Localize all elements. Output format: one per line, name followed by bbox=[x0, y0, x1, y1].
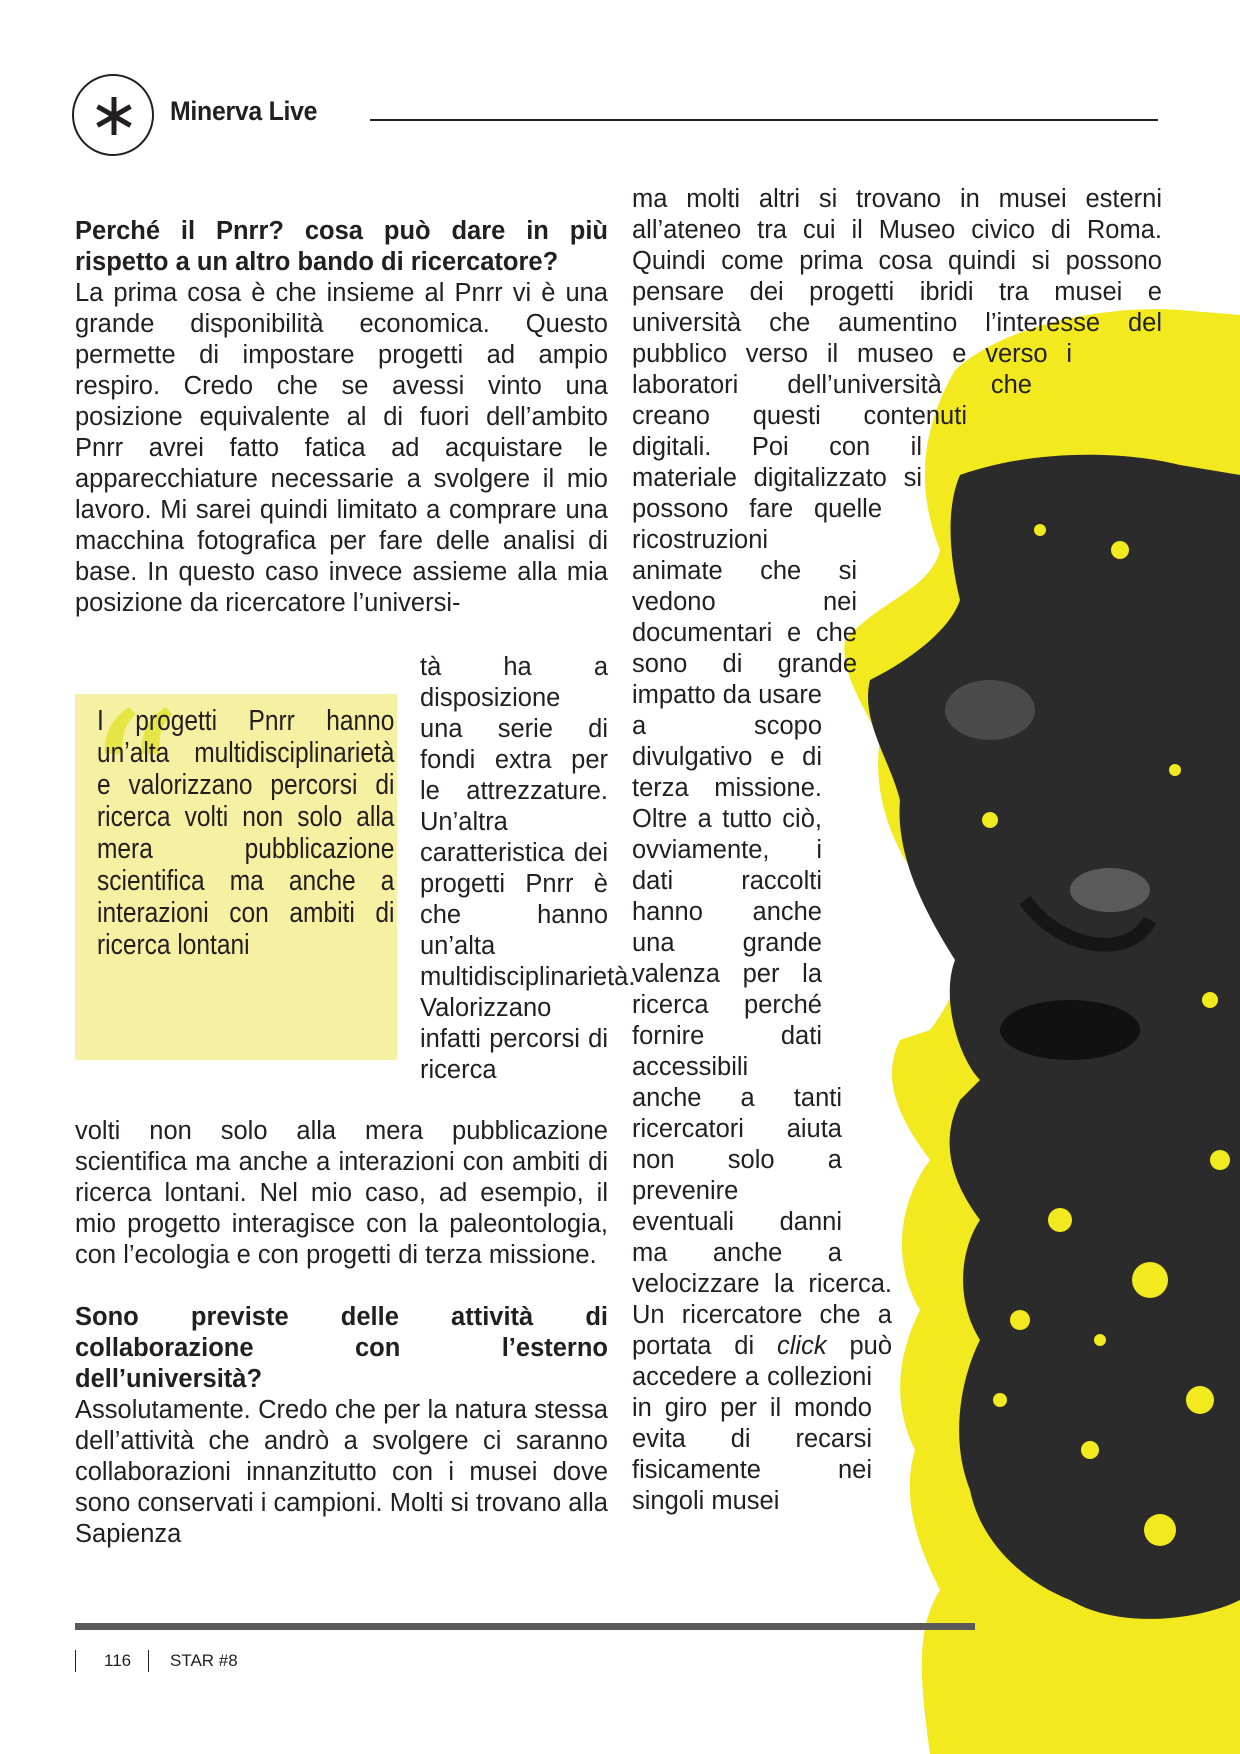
header-divider bbox=[370, 119, 1158, 121]
question-heading: Perché il Pnrr? cosa può dare in più rispetto a un altro bando di ricercatore? bbox=[75, 217, 608, 276]
answer-paragraph: La prima cosa è che insieme al Pnrr vi è una grande disponibilità economica. Questo permette di impostare progetti ad ampio respiro. Credo che se avessi vinto una posizione equivalente al di fuori dell’ambito Pnrr avrei fatto fatica ad acquistare le apparecchiature necessarie a svolgere il mio lavoro. Mi sarei quindi limitato a comprare una macchina fotografica per fare delle analisi di base. In questo caso invece assieme alla mia posizione da ricercatore l’universi- bbox=[75, 279, 608, 617]
question-heading: Sono previste delle attività di collaborazione con l’esterno dell’università? bbox=[75, 1303, 608, 1393]
quote-mark-icon: “ bbox=[85, 672, 183, 893]
answer-paragraph-continued: tà ha a disposizione una serie di fondi extra per le attrezzature. Un’altra caratteristica dei progetti Pnrr è che hanno un’alta multidisciplinarietà. Valorizzano infatti percorsi di ricerca bbox=[420, 653, 636, 1084]
magazine-issue: STAR #8 bbox=[170, 1651, 238, 1670]
article-column-right-text bbox=[632, 184, 1162, 1691]
emphasis-word: click bbox=[776, 1332, 827, 1360]
pull-quote bbox=[75, 672, 397, 1060]
footer-separator bbox=[148, 1650, 149, 1672]
pull-quote-text: I progetti Pnrr hanno un’alta multidisciplinarietà e valorizzano percorsi di ricerca volti non solo alla mera pubblicazione scientifica ma anche a interazioni con ambiti di ricerca lontani bbox=[97, 705, 395, 961]
article-column-narrow bbox=[420, 652, 636, 1086]
page-number: 116 bbox=[104, 1651, 132, 1670]
footer-divider bbox=[75, 1623, 975, 1630]
footer-separator bbox=[75, 1650, 76, 1672]
article-column-left-lower bbox=[75, 1116, 608, 1550]
answer-paragraph: Assolutamente. Credo che per la natura stessa dell’attività che andrò a svolgere ci saranno collaborazioni innanzitutto con i musei dove sono conservati i campioni. Molti si trovano alla Sapienza bbox=[75, 1396, 608, 1548]
answer-paragraph-continued-end: può accedere a collezioni in giro per il mondo evita di recarsi fisicamente nei singoli musei bbox=[632, 1332, 892, 1515]
answer-paragraph-continued: ma molti altri si trovano in musei esterni all’ateneo tra cui il Museo civico di Roma. Quindi come prima cosa quindi si possono pensare dei progetti ibridi tra musei e università che aumentino l’interesse del pubblico verso il museo e verso i laboratori dell’università che creano questi contenuti digitali. Poi con il materiale digitalizzato si possono fare quelle ricostruzioni animate che si vedono nei documentari e che sono di grande impatto da usare a scopo divulgativo e di terza missione. Oltre a tutto ciò, ovviamente, i dati raccolti hanno anche una grande valenza per la ricerca perché fornire dati accessibili anche a tanti ricercatori aiuta non solo a prevenire eventuali danni ma anche a velocizzare la ricerca. Un ricercatore che a portata di bbox=[632, 185, 1162, 1360]
asterisk-icon bbox=[72, 74, 154, 156]
answer-paragraph-end: volti non solo alla mera pubblicazione scientifica ma anche a interazioni con ambiti di ricerca lontani. Nel mio caso, ad esempio, il mio progetto interagisce con la paleontologia, con l’ecologia e con progetti di terza missione. bbox=[75, 1117, 608, 1269]
article-column-left bbox=[75, 216, 608, 619]
section-title: Minerva Live bbox=[170, 96, 318, 126]
